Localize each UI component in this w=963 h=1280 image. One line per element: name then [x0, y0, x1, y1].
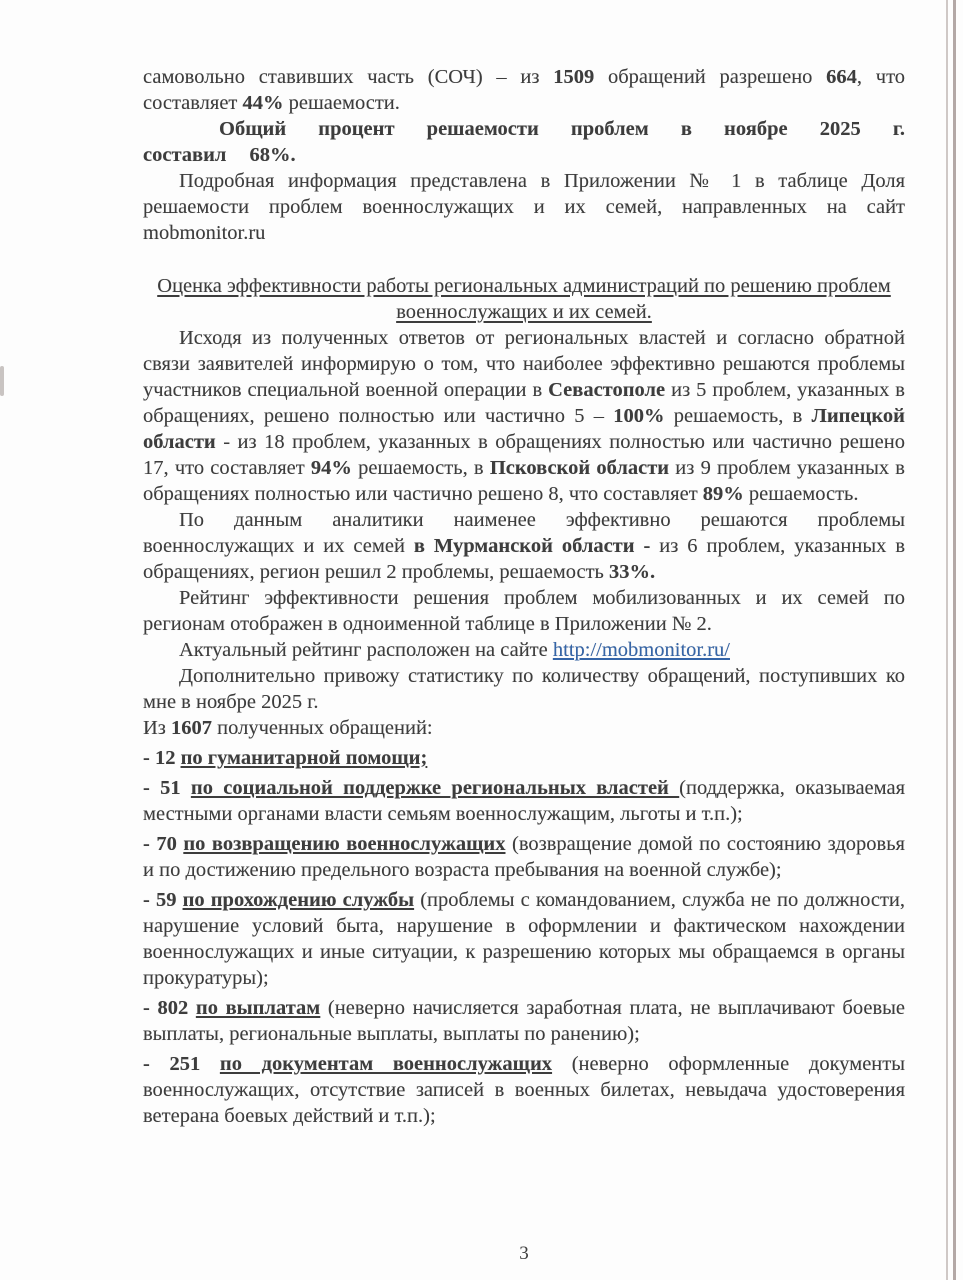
list-item-service: [143, 887, 905, 991]
list-item-social-support: [143, 775, 905, 827]
emphasis-run: Липецкой области: [143, 405, 905, 453]
emphasis-run: 94%: [310, 457, 352, 479]
paragraph-continued-soch: [143, 64, 905, 116]
paragraph-overall-percent: [143, 116, 905, 168]
text-run: Рейтинг эффективности решения проблем мобилизованных и их семей по регионам отображен в одноименной таблице в Приложении № 2.: [143, 587, 905, 635]
text-run: (неверно начисляется заработная плата, не выплачивают боевые выплаты, региональные выплаты, выплаты по ранению);: [143, 997, 905, 1045]
list-item-return: [143, 831, 905, 883]
paragraph-regional-effectiveness: [143, 325, 905, 507]
emphasis-run: по прохождению службы: [182, 889, 415, 911]
list-item-payments: [143, 995, 905, 1047]
emphasis-run: - 251: [143, 1053, 220, 1075]
text-run: (поддержка, оказываемая местными органами власти семьям военнослужащим, льготы и т.п.);: [143, 777, 906, 825]
emphasis-run: Псковской области: [489, 457, 670, 479]
text-run: Оценка эффективности работы региональных администраций по решению проблем военнослужащих и их семей.: [157, 275, 891, 323]
emphasis-run: - 59: [143, 889, 183, 911]
page-number: 3: [519, 1243, 529, 1264]
text-run: По данным аналитики наименее эффективно решаются проблемы военнослужащих и их семей: [143, 509, 905, 557]
paragraph-stats-intro: [143, 663, 905, 715]
emphasis-run: в Мурманской области -: [413, 535, 651, 557]
paragraph-least-effective: [143, 507, 905, 585]
emphasis-run: Севастополе: [548, 379, 666, 401]
text-run: полученных обращений:: [212, 717, 433, 739]
text-run: Дополнительно привожу статистику по количеству обращений, поступивших ко мне в ноябре 2025 г.: [143, 665, 905, 713]
emphasis-run: 100%: [613, 405, 665, 427]
text-run: обращений разрешено: [594, 66, 827, 88]
emphasis-run: - 12: [143, 747, 181, 769]
emphasis-run: 33%.: [609, 561, 656, 583]
scan-edge-line-inner: [946, 0, 948, 1280]
emphasis-run: по гуманитарной помощи;: [180, 747, 428, 769]
paragraph-rating-appendix2: [143, 585, 905, 637]
emphasis-run: по возвращению военнослужащих: [183, 833, 506, 855]
text-run: Исходя из полученных ответов от региональных властей и согласно обратной связи заявителей информирую о том, что наиболее эффективно решаются проблемы участников специальной военной операции в: [143, 327, 905, 401]
text-run: решаемости.: [283, 92, 400, 114]
emphasis-run: - 51: [143, 777, 191, 799]
text-run: (возвращение домой по состоянию здоровья и по достижению предельного возраста пребывания на военной службе);: [143, 833, 905, 881]
text-run: Из: [143, 717, 172, 739]
mobmonitor-link[interactable]: http://mobmonitor.ru/: [552, 639, 730, 661]
text-run: (неверно оформленные документы военнослужащих, отсутствие записей в военных билетах, невыдача удостоверения ветерана боевых действий и т.п.);: [143, 1053, 906, 1127]
scan-edge-line-outer: [953, 0, 956, 1280]
text-run: самовольно ставивших часть (СОЧ) – из: [143, 66, 554, 88]
text-run: решаемость, в: [664, 405, 812, 427]
emphasis-run: по социальной поддержке региональных властей: [190, 777, 680, 799]
text-run: из 5 проблем, указанных в обращениях, решено полностью или частично 5 –: [143, 379, 905, 427]
emphasis-run: 1607: [171, 717, 213, 739]
emphasis-run: 44%: [242, 92, 284, 114]
emphasis-run: по документам военнослужащих: [219, 1053, 553, 1075]
scan-artifact: [0, 366, 4, 396]
text-run: из 9 проблем указанных в обращениях полностью или частично решено 8, что составляет: [143, 457, 905, 505]
paragraph-rating-site: [143, 637, 905, 663]
text-run: из 6 проблем, указанных в обращениях, регион решил 2 проблемы, решаемость: [143, 535, 906, 583]
text-run: (проблемы с командованием, служба не по должности, нарушение условий быта, нарушение в оформлении и фактическом нахождении военнослужащих и иные ситуации, к разрешению которых мы обращаемся в органы прокуратуры);: [143, 889, 906, 989]
emphasis-run: Общий процент решаемости проблем в ноябре 2025 г. составил 68%.: [143, 118, 905, 166]
emphasis-run: 664: [826, 66, 857, 88]
text-run: решаемость.: [743, 483, 859, 505]
text-run: , что составляет: [143, 66, 906, 114]
emphasis-run: по выплатам: [195, 997, 321, 1019]
list-item-humanitarian: [143, 745, 905, 771]
emphasis-run: 89%: [702, 483, 744, 505]
text-run: - из 18 проблем, указанных в обращениях полностью или частично решено 17, что составляет: [143, 431, 905, 479]
paragraph-appendix1: [143, 168, 905, 246]
emphasis-run: - 802: [143, 997, 196, 1019]
text-run: Подробная информация представлена в Приложении № 1 в таблице Доля решаемости проблем военнослужащих и их семей, направленных на сайт mobmonitor.ru: [143, 170, 905, 244]
list-item-documents: [143, 1051, 905, 1129]
blank-line: [143, 246, 905, 273]
text-run: решаемость, в: [351, 457, 490, 479]
document-content: [143, 64, 905, 1129]
emphasis-run: 1509: [553, 66, 595, 88]
section-heading: [143, 273, 905, 325]
text-run: Актуальный рейтинг расположен на сайте: [179, 639, 553, 661]
emphasis-run: - 70: [143, 833, 184, 855]
paragraph-total-appeals: [143, 715, 905, 741]
